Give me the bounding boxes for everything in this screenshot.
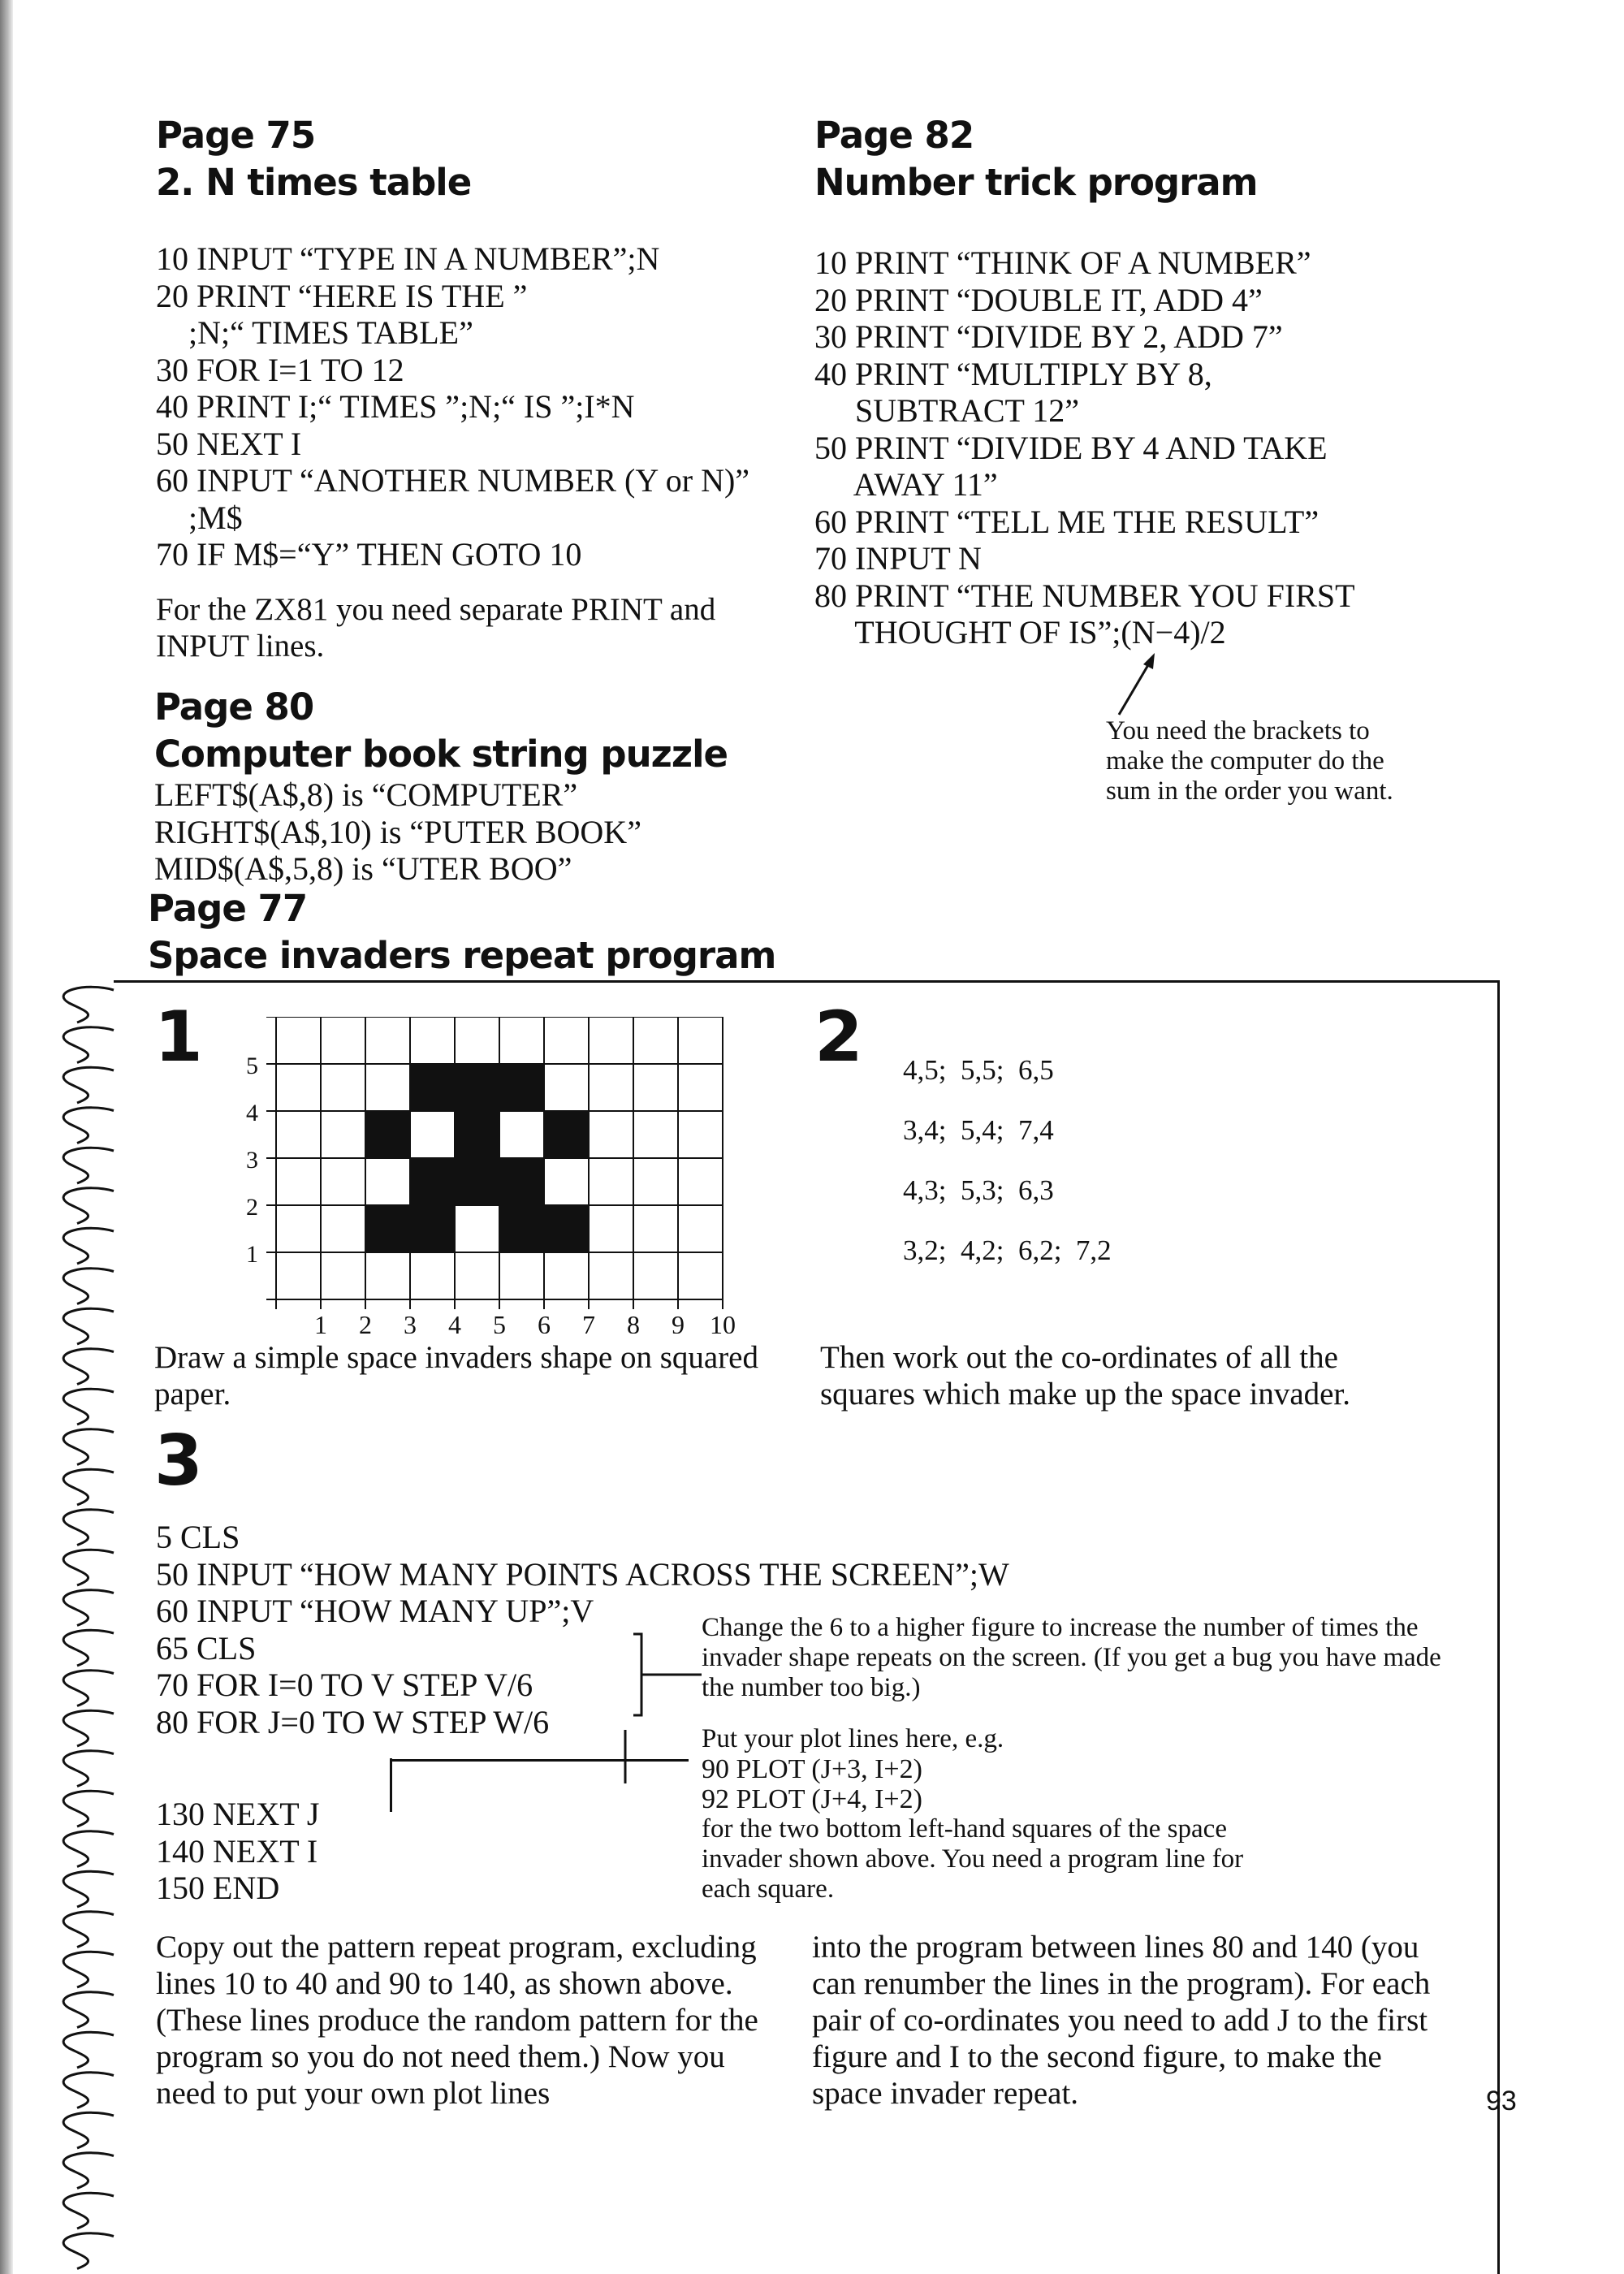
spiral-binding	[45, 979, 118, 2274]
code-line: 20 PRINT “HERE IS THE ”	[156, 277, 528, 314]
page75-heading: Page 75	[156, 114, 316, 157]
invader-square	[455, 1158, 499, 1205]
x-tick-label: 4	[448, 1310, 461, 1334]
code-line: 10 PRINT “THINK OF A NUMBER”	[814, 244, 1311, 281]
invader-square	[544, 1111, 589, 1158]
spiral-loop	[63, 2073, 114, 2108]
page-number: 93	[1486, 2086, 1517, 2116]
page75-subheading: 2. N times table	[156, 161, 472, 204]
invader-square	[365, 1111, 410, 1158]
code-line: 5 CLS	[156, 1519, 240, 1555]
y-tick-label: 5	[246, 1053, 258, 1079]
spiral-loop	[63, 1671, 114, 1706]
code-line: 140 NEXT I	[156, 1832, 318, 1870]
code-line: 60 INPUT “ANOTHER NUMBER (Y or N)”	[156, 462, 750, 499]
plot-example-line: 90 PLOT (J+3, I+2)	[702, 1754, 922, 1784]
spiral-loop	[63, 2112, 114, 2148]
step-2-caption: Then work out the co-ordinates of all the squares which make up the space invader.	[820, 1340, 1351, 1412]
code-line: 70 FOR I=0 TO V STEP V/6	[156, 1667, 533, 1703]
box-top-border	[114, 980, 1500, 983]
code-line: RIGHT$(A$,10) is “PUTER BOOK”	[154, 813, 641, 850]
code-line: 10 INPUT “TYPE IN A NUMBER”;N	[156, 240, 660, 277]
coordinate-row: 4,3; 5,3; 6,3	[903, 1174, 1054, 1206]
spiral-loop	[63, 2153, 114, 2189]
invader-square	[410, 1158, 455, 1205]
code-line: 70 INPUT N	[814, 540, 982, 577]
code-line: 70 IF M$=“Y” THEN GOTO 10	[156, 536, 582, 573]
page80-heading: Page 80	[154, 685, 314, 728]
code-line: 50 PRINT “DIVIDE BY 4 AND TAKE	[814, 429, 1328, 466]
page80-code	[154, 776, 885, 888]
code-line: 30 FOR I=1 TO 12	[156, 351, 404, 388]
x-tick-label: 6	[538, 1310, 551, 1334]
annotation-arrow	[1112, 650, 1161, 719]
spiral-loop	[63, 2193, 114, 2229]
code-line: THOUGHT OF IS”;(N−4)/2	[814, 614, 1226, 651]
spiral-loop	[63, 1952, 114, 1987]
brackets-annotation: You need the brackets to make the computer do the sum in the order you want.	[1106, 716, 1393, 806]
plot-example-line: 92 PLOT (J+4, I+2)	[702, 1784, 922, 1814]
spiral-loop	[63, 1228, 114, 1264]
spiral-loop	[63, 1710, 114, 1746]
code-line: SUBTRACT 12”	[814, 392, 1079, 429]
coordinate-row: 4,5; 5,5; 6,5	[903, 1054, 1054, 1086]
spiral-loop	[63, 1912, 114, 1948]
spiral-loop	[63, 1188, 114, 1224]
spiral-loop	[63, 1429, 114, 1465]
code-line: 30 PRINT “DIVIDE BY 2, ADD 7”	[814, 318, 1283, 355]
box-right-border	[1497, 980, 1500, 2274]
code-line: 65 CLS	[156, 1629, 257, 1667]
bottom-right-text: into the program between lines 80 and 140 (you can renumber the lines in the program). For each pair of co-ordinates you need to add J to the first figure and I to the second figure, to make the space invader repeat.	[812, 1930, 1431, 2111]
bottom-left-text: Copy out the pattern repeat program, excluding lines 10 to 40 and 90 to 140, as shown above. (These lines produce the random pattern for the program so you do not need them.) Now you need to put your own plot lines	[156, 1930, 758, 2111]
code-line: 50 NEXT I	[156, 425, 302, 462]
page75-note: For the ZX81 you need separate PRINT and INPUT lines.	[156, 592, 716, 664]
page80-subheading: Computer book string puzzle	[154, 733, 728, 776]
plot-note	[702, 1724, 1270, 1904]
code-line: ;M$	[156, 499, 243, 536]
y-tick-label: 1	[246, 1241, 258, 1268]
code-line: 150 END	[156, 1870, 280, 1906]
x-tick-label: 8	[627, 1310, 640, 1334]
page82-section	[814, 112, 1545, 206]
code-line: 80 PRINT “THE NUMBER YOU FIRST	[814, 577, 1355, 614]
page75-code	[156, 240, 822, 573]
spiral-loop	[63, 987, 114, 1022]
code-line: 80 FOR J=0 TO W STEP W/6	[156, 1703, 550, 1740]
x-tick-label: 3	[404, 1310, 417, 1334]
invader-square	[410, 1064, 455, 1111]
bracket-connectors	[617, 1624, 706, 1787]
plot-connector-line	[390, 1759, 689, 1762]
invader-square	[455, 1111, 499, 1158]
invader-square	[410, 1205, 455, 1252]
page77-section	[148, 885, 960, 979]
spiral-loop	[63, 1389, 114, 1424]
spiral-loop	[63, 1871, 114, 1907]
step-3-number: 3	[154, 1420, 203, 1502]
code-line: 40 PRINT I;“ TIMES ”;N;“ IS ”;I*N	[156, 388, 635, 425]
spiral-loop	[63, 1349, 114, 1385]
spiral-loop	[63, 1791, 114, 1827]
step-note: Change the 6 to a higher figure to increase the number of times the invader shape repeats on the screen. (If you get a bug you have made the number too big.)	[702, 1613, 1441, 1702]
step-1-number: 1	[154, 996, 203, 1078]
x-tick-label: 9	[672, 1310, 685, 1334]
x-tick-label: 7	[582, 1310, 595, 1334]
spiral-loop	[63, 1067, 114, 1103]
invader-square	[544, 1205, 589, 1252]
code-line: 40 PRINT “MULTIPLY BY 8,	[814, 355, 1212, 392]
step-2-number: 2	[814, 996, 863, 1078]
spiral-loop	[63, 1630, 114, 1666]
page80-section	[154, 684, 885, 778]
x-tick-label: 10	[710, 1310, 736, 1334]
code-line: 20 PRINT “DOUBLE IT, ADD 4”	[814, 281, 1263, 318]
spiral-loop	[63, 1590, 114, 1626]
plot-note-outro: for the two bottom left-hand squares of the space invader shown above. You need a program line for each square.	[702, 1814, 1244, 1904]
code-line: 130 NEXT J	[156, 1796, 320, 1832]
spiral-loop	[63, 1469, 114, 1505]
code-line: MID$(A$,5,8) is “UTER BOO”	[154, 850, 572, 887]
page77-heading: Page 77	[148, 887, 308, 930]
y-tick-label: 4	[246, 1100, 258, 1126]
invader-square	[455, 1064, 499, 1111]
spiral-loop	[63, 1751, 114, 1787]
page82-heading: Page 82	[814, 114, 974, 157]
page82-subheading: Number trick program	[814, 161, 1258, 204]
code-line: ;N;“ TIMES TABLE”	[156, 314, 473, 351]
spiral-loop	[63, 1308, 114, 1344]
x-tick-label: 5	[493, 1310, 506, 1334]
coordinate-row: 3,2; 4,2; 6,2; 7,2	[903, 1234, 1112, 1266]
invader-square	[499, 1064, 544, 1111]
spiral-loop	[63, 1027, 114, 1063]
plot-note-intro: Put your plot lines here, e.g.	[702, 1724, 1004, 1753]
x-tick-label: 1	[314, 1310, 327, 1334]
code-line: LEFT$(A$,8) is “COMPUTER”	[154, 776, 578, 813]
spiral-loop	[63, 2032, 114, 2068]
spiral-loop	[63, 1550, 114, 1585]
spiral-loop	[63, 1108, 114, 1143]
code-line: AWAY 11”	[814, 466, 998, 503]
plot-note-lines	[702, 1754, 1270, 1814]
coordinate-list	[903, 1054, 1390, 1295]
invader-square	[499, 1205, 544, 1252]
spiral-loop	[63, 1269, 114, 1304]
y-tick-label: 3	[246, 1147, 258, 1174]
code-line: 60 INPUT “HOW MANY UP”;V	[156, 1593, 594, 1629]
page75-section	[156, 112, 806, 206]
step-3-end-code	[156, 1796, 481, 1907]
invader-square	[499, 1158, 544, 1205]
spiral-loop	[63, 2233, 114, 2269]
book-spine-shadow	[0, 0, 13, 2274]
spiral-loop	[63, 1510, 114, 1546]
spiral-loop	[63, 1148, 114, 1183]
invader-square	[365, 1205, 410, 1252]
y-tick-label: 2	[246, 1194, 258, 1221]
page82-code	[814, 244, 1513, 651]
code-line: 60 PRINT “TELL ME THE RESULT”	[814, 503, 1320, 540]
spiral-loop	[63, 1831, 114, 1867]
step-1-caption: Draw a simple space invaders shape on squared paper.	[154, 1340, 758, 1412]
page77-subheading: Space invaders repeat program	[148, 934, 776, 977]
x-tick-label: 2	[359, 1310, 372, 1334]
spiral-loop	[63, 1992, 114, 2028]
plot-bracket-vertical	[390, 1758, 392, 1812]
coordinate-row: 3,4; 5,4; 7,4	[903, 1114, 1054, 1146]
code-line: 50 INPUT “HOW MANY POINTS ACROSS THE SCREEN”;W	[156, 1555, 1009, 1593]
invader-grid	[227, 1017, 755, 1334]
